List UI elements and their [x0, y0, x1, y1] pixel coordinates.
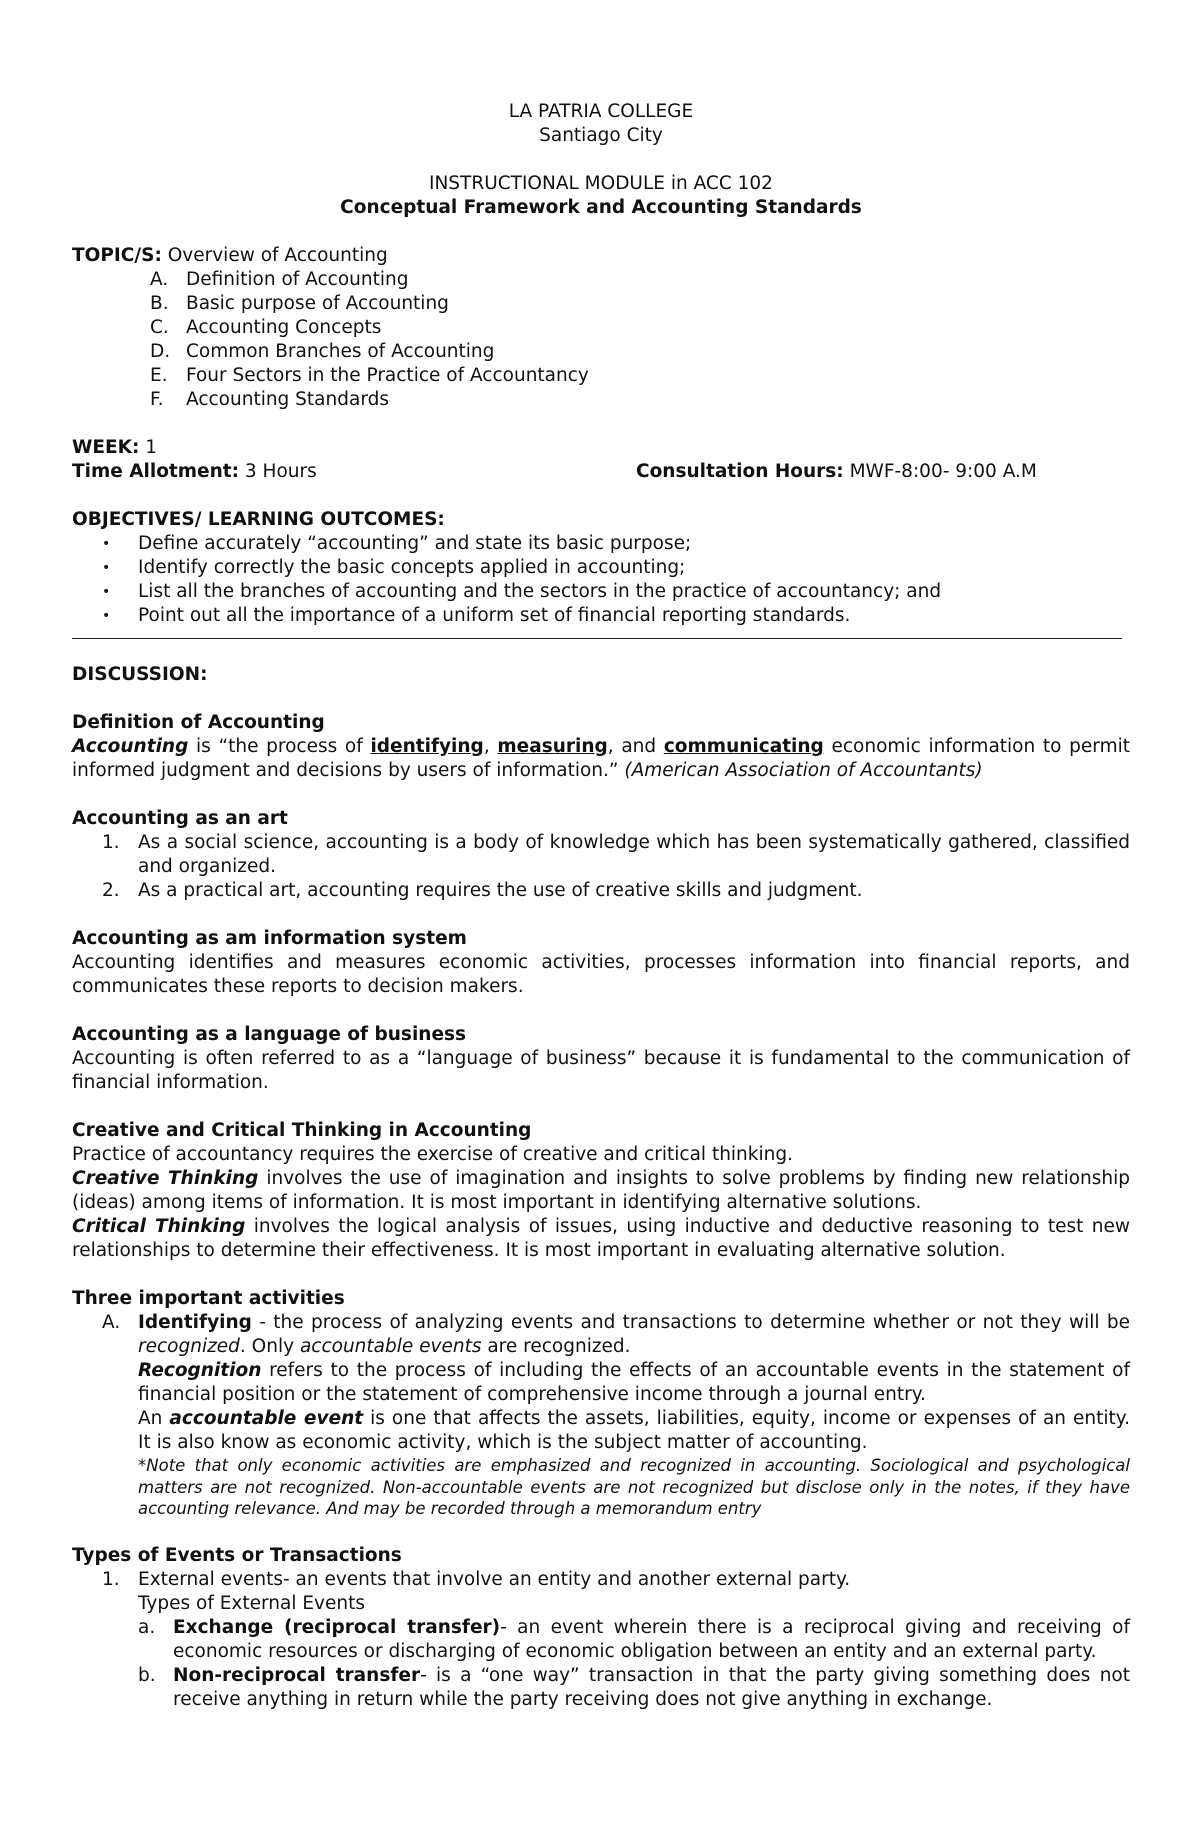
time-label: Time Allotment: [72, 461, 240, 482]
external-type-marker: a. [138, 1616, 156, 1638]
objective-item [72, 532, 1130, 556]
note-text: *Note that only economic activities are emphasized and recognized in accounting. Sociological and psychological matters are not recognized. Non-accountable events are not recognized but disclose only in the notes, if they have accounting relevance. And may be recorded through a memorandum entry [138, 1456, 1130, 1518]
topic-text: Basic purpose of Accounting [186, 293, 449, 314]
activity-body: are recognized. [481, 1336, 631, 1357]
info-system-text: Accounting identifies and measures economic activities, processes information into financial reports, and communicates these reports to decision makers. [72, 952, 1130, 997]
topic-marker: A. [150, 269, 169, 290]
topic-item [72, 268, 1130, 292]
topic-marker: D. [150, 341, 171, 362]
accountable-event-prefix: An [138, 1408, 170, 1429]
college-city: Santiago City [539, 125, 663, 146]
topic-text: Accounting Standards [186, 389, 389, 410]
topic-item [72, 364, 1130, 388]
non-reciprocal-text: - is a “one way” transaction in that the party giving something does not receive anything in return while the party receiving does not give anything in exchange. [173, 1664, 1130, 1710]
objectives-heading: OBJECTIVES/ LEARNING OUTCOMES: [72, 509, 445, 530]
recognized-word: recognized [138, 1336, 240, 1357]
topic-marker: F. [150, 389, 164, 410]
topics-line [72, 244, 1130, 268]
external-type-text [173, 1664, 1130, 1712]
events-item [72, 1568, 1130, 1592]
accountable-events-word: accountable events [299, 1336, 482, 1357]
module-title: INSTRUCTIONAL MODULE in ACC 102 [429, 173, 773, 194]
definition-text: , and [607, 736, 664, 757]
course-title: Conceptual Framework and Accounting Standards [340, 197, 862, 218]
language-text: Accounting is often referred to as a “language of business” because it is fundamental to the communication of financial information. [72, 1048, 1130, 1093]
discussion-heading: DISCUSSION: [72, 664, 208, 685]
art-item [72, 831, 1130, 879]
activity-body: . Only [239, 1336, 300, 1357]
activity-text [138, 1311, 1130, 1359]
non-reciprocal-term: Non-reciprocal transfer [173, 1664, 421, 1686]
topics-list [72, 268, 1130, 412]
art-heading: Accounting as an art [72, 808, 288, 829]
consult-value: MWF-8:00- 9:00 A.M [843, 461, 1037, 482]
topic-item [72, 316, 1130, 340]
topic-marker: C. [150, 317, 169, 338]
activity-body: - the process of analyzing events and transactions to determine whether or not they will be [251, 1312, 1130, 1333]
accountable-event-paragraph [138, 1407, 1130, 1455]
bullet-icon: • [102, 560, 111, 576]
events-heading: Types of Events or Transactions [72, 1544, 402, 1566]
art-text: As a social science, accounting is a body of knowledge which has been systematically gathered, classified and organized. [138, 832, 1130, 877]
definition-text: economic information to permit informed judgment and decisions by users of information.” [72, 736, 1130, 781]
activities-list [72, 1311, 1130, 1359]
week-line [72, 436, 1130, 460]
objective-item [72, 580, 1130, 604]
topic-text: Common Branches of Accounting [186, 341, 495, 362]
bullet-icon: • [102, 584, 111, 600]
accountable-event-text: is one that affects the assets, liabilities, equity, income or expenses of an entity. It is also know as economic activity, which is the subject matter of accounting. [138, 1408, 1130, 1453]
objective-item [72, 604, 1130, 628]
events-marker: 1. [102, 1568, 120, 1590]
bullet-icon: • [102, 536, 111, 552]
time-consult-row [72, 460, 1130, 484]
topics-label: TOPIC/S: [72, 245, 162, 266]
creative-thinking-term: Creative Thinking [72, 1168, 259, 1189]
thinking-intro: Practice of accountancy requires the exercise of creative and critical thinking. [72, 1144, 793, 1165]
accountable-event-term: accountable event [169, 1408, 364, 1429]
thinking-heading: Creative and Critical Thinking in Accounting [72, 1120, 532, 1141]
topics-value: Overview of Accounting [161, 245, 388, 266]
week-value: 1 [139, 437, 158, 458]
time-value: 3 Hours [239, 461, 317, 482]
topic-text: Definition of Accounting [186, 269, 409, 290]
art-marker: 1. [102, 832, 120, 853]
art-list [72, 831, 1130, 903]
section-divider [72, 638, 1122, 639]
identifying-word: identifying [370, 736, 484, 757]
recognition-term: Recognition [138, 1360, 262, 1381]
topic-text: Four Sectors in the Practice of Accountancy [186, 365, 589, 386]
external-type-item [72, 1616, 1130, 1664]
critical-thinking-term: Critical Thinking [72, 1216, 246, 1237]
activity-marker: A. [102, 1312, 121, 1333]
definition-paragraph [72, 735, 1130, 783]
exchange-text: - an event wherein there is a reciprocal giving and receiving of economic resources or discharging of economic obligation between an entity and an external party. [173, 1616, 1130, 1662]
external-type-marker: b. [138, 1664, 156, 1686]
bullet-icon: • [102, 608, 111, 624]
recognition-text: refers to the process of including the effects of an accountable events in the statement of financial position or the statement of comprehensive income through a journal entry. [138, 1360, 1130, 1405]
topic-item [72, 292, 1130, 316]
external-types-list [72, 1616, 1130, 1712]
week-label: WEEK: [72, 437, 140, 458]
creative-thinking-paragraph [72, 1167, 1130, 1215]
external-types-label: Types of External Events [138, 1592, 365, 1614]
objective-item [72, 556, 1130, 580]
language-heading: Accounting as a language of business [72, 1024, 467, 1045]
accounting-term: Accounting [72, 736, 189, 757]
objective-text: Define accurately “accounting” and state its basic purpose; [138, 533, 692, 554]
topic-marker: E. [150, 365, 168, 386]
recognition-paragraph [138, 1359, 1130, 1407]
art-item [72, 879, 1130, 903]
activity-details [72, 1359, 1130, 1520]
definition-source: (American Association of Accountants) [624, 760, 983, 781]
exchange-term: Exchange (reciprocal transfer) [173, 1616, 501, 1638]
measuring-word: measuring [497, 736, 608, 757]
topic-item [72, 388, 1130, 412]
activities-heading: Three important activities [72, 1288, 345, 1309]
objective-text: Identify correctly the basic concepts applied in accounting; [138, 557, 686, 578]
topic-marker: B. [150, 293, 169, 314]
info-system-heading: Accounting as am information system [72, 928, 467, 949]
definition-text: , [483, 736, 498, 757]
external-type-text [173, 1616, 1130, 1664]
art-text: As a practical art, accounting requires the use of creative skills and judgment. [138, 880, 863, 901]
activity-item [72, 1311, 1130, 1359]
art-marker: 2. [102, 880, 120, 901]
consult-label: Consultation Hours: [636, 461, 844, 482]
objective-text: Point out all the importance of a uniform set of financial reporting standards. [138, 605, 851, 626]
external-type-item [72, 1664, 1130, 1712]
college-name: LA PATRIA COLLEGE [508, 101, 694, 122]
events-list [72, 1568, 1130, 1592]
identifying-term: Identifying [138, 1312, 252, 1333]
definition-heading: Definition of Accounting [72, 712, 325, 733]
external-events-text: External events- an events that involve an entity and another external party. [138, 1568, 851, 1590]
topic-text: Accounting Concepts [186, 317, 382, 338]
topic-item [72, 340, 1130, 364]
creative-thinking-text: involves the use of imagination and insights to solve problems by finding new relationship (ideas) among items of information. It is most important in identifying alternative solutions. [72, 1168, 1131, 1213]
definition-text: is “the process of [188, 736, 371, 757]
communicating-word: communicating [663, 736, 824, 757]
critical-thinking-text: involves the logical analysis of issues, using inductive and deductive reasoning to test new relationships to determine their effectiveness. It is most important in evaluating alternative solution. [72, 1216, 1130, 1261]
objective-text: List all the branches of accounting and the sectors in the practice of accountancy; and [138, 581, 942, 602]
critical-thinking-paragraph [72, 1215, 1130, 1263]
objectives-list [72, 532, 1130, 628]
